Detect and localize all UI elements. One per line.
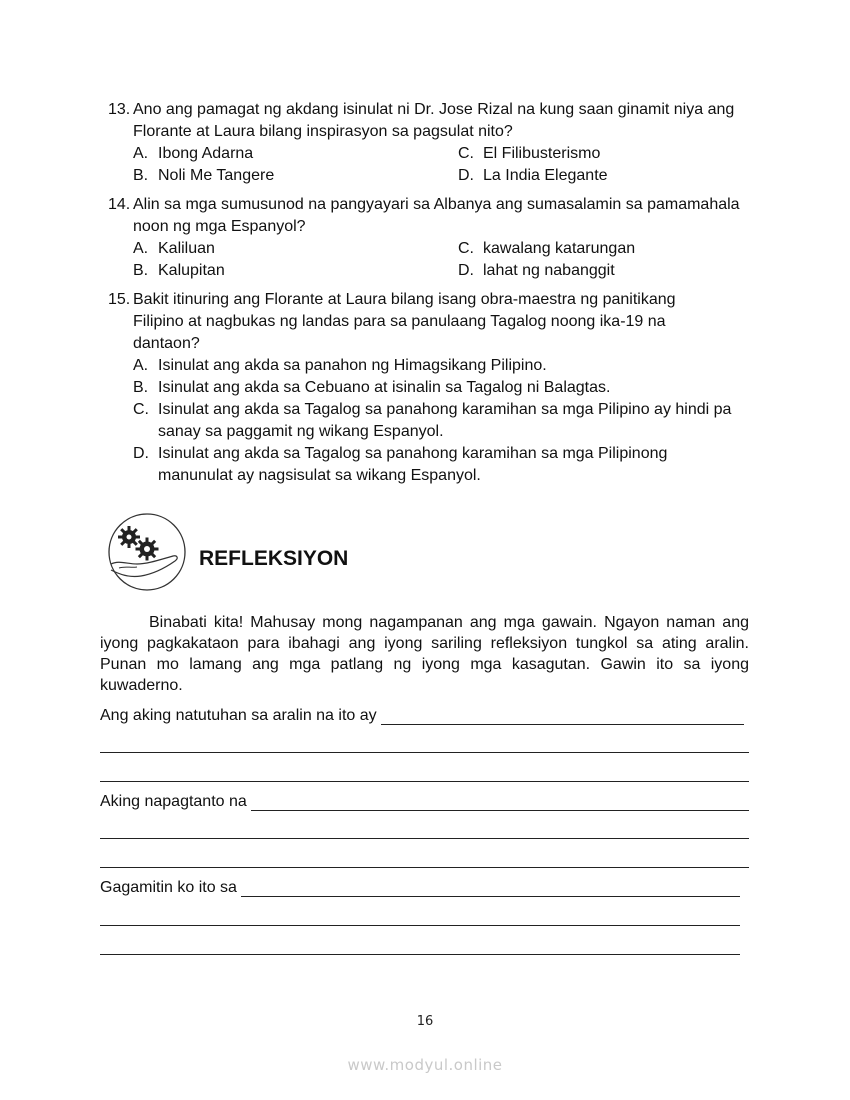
option-c: C. kawalang katarungan xyxy=(458,240,636,257)
question-number: 14. xyxy=(108,196,131,213)
option-d: D. lahat ng nabanggit xyxy=(458,262,615,279)
prompt-realized xyxy=(100,793,749,811)
answer-line[interactable] xyxy=(100,752,749,753)
page-number: 16 xyxy=(416,1014,434,1029)
option-d: D. La India Elegante xyxy=(458,167,608,184)
answer-line[interactable] xyxy=(100,781,749,782)
option-b: B. Noli Me Tangere xyxy=(133,167,275,184)
question-number: 15. xyxy=(108,291,131,308)
answer-line[interactable] xyxy=(100,838,749,839)
question-stem: Ano ang pamagat ng akdang isinulat ni Dr. Jose Rizal na kung saan ginamit niya ang Florante at Laura bilang inspirasyon sa pagsulat nito? xyxy=(133,101,735,140)
option-a: A. Isinulat ang akda sa panahon ng Himagsikang Pilipino. xyxy=(133,357,547,374)
answer-blank[interactable] xyxy=(251,794,749,811)
answer-blank[interactable] xyxy=(241,880,740,897)
question-15 xyxy=(108,289,748,487)
prompt-label: Aking napagtanto na xyxy=(100,793,247,810)
gears-on-hand-icon xyxy=(107,512,187,597)
question-stem: Alin sa mga sumusunod na pangyayari sa Albanya ang sumasalamin sa pamamahala noon ng mga Espanyol? xyxy=(133,196,740,235)
option-c: C. Isinulat ang akda sa Tagalog sa panahong karamihan sa mga Pilipino ay hindi pa sanay sa paggamit ng wikang Espanyol. xyxy=(133,401,732,440)
section-title: REFLEKSIYON xyxy=(199,546,349,570)
answer-line[interactable] xyxy=(100,925,740,926)
option-d: D. Isinulat ang akda sa Tagalog sa panahong karamihan sa mga Pilipinong manunulat ay nagsisulat sa wikang Espanyol. xyxy=(133,445,668,484)
prompt-apply xyxy=(100,879,740,897)
question-number: 13. xyxy=(108,101,131,118)
option-c: C. El Filibusterismo xyxy=(458,145,601,162)
reflection-intro: Binabati kita! Mahusay mong nagampanan ang mga gawain. Ngayon naman ang iyong pagkakataon para ibahagi ang iyong sariling refleksiyon tungkol sa ating aralin. Punan mo lamang ang mga patlang ng iyong mga kasagutan. Gawin ito sa iyong kuwaderno. xyxy=(100,614,749,694)
question-14 xyxy=(108,194,748,282)
prompt-label: Ang aking natutuhan sa aralin na ito ay xyxy=(100,707,377,724)
answer-line[interactable] xyxy=(100,867,749,868)
watermark: www.modyul.online xyxy=(347,1056,503,1074)
question-13 xyxy=(108,99,748,187)
option-a: A. Kaliluan xyxy=(133,240,215,257)
option-a: A. Ibong Adarna xyxy=(133,145,254,162)
reflection-header xyxy=(107,512,348,597)
answer-options xyxy=(133,238,748,282)
option-b: B. Isinulat ang akda sa Cebuano at isinalin sa Tagalog ni Balagtas. xyxy=(133,379,611,396)
answer-line[interactable] xyxy=(100,954,740,955)
answer-blank[interactable] xyxy=(381,708,744,725)
option-b: B. Kalupitan xyxy=(133,262,225,279)
answer-options xyxy=(133,143,748,187)
prompt-learned xyxy=(100,707,744,725)
question-stem: Bakit itinuring ang Florante at Laura bilang isang obra-maestra ng panitikang Filipino at nagbukas ng landas para sa panulaang Tagalog noong ika-19 na dantaon? xyxy=(133,291,676,352)
answer-options xyxy=(108,355,748,487)
prompt-label: Gagamitin ko ito sa xyxy=(100,879,237,896)
